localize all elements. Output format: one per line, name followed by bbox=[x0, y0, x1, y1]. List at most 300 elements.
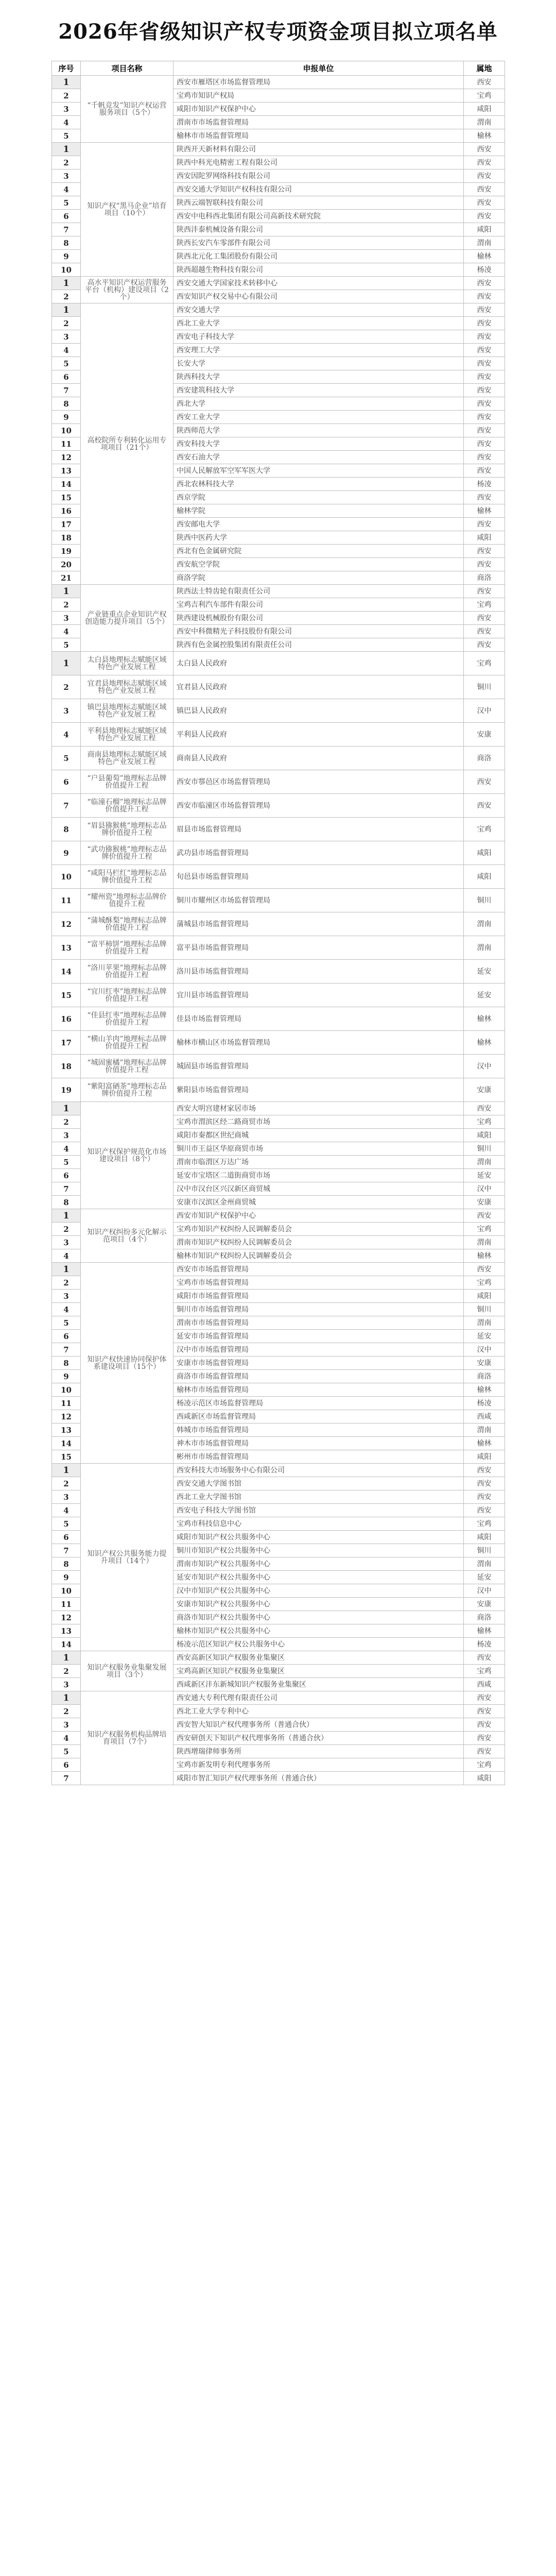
applicant-unit-cell: 榆林学院 bbox=[173, 504, 464, 518]
region-cell: 咸阳 bbox=[464, 531, 505, 545]
row-number: 5 bbox=[52, 747, 81, 770]
region-cell: 渭南 bbox=[464, 1156, 505, 1169]
project-name-cell: 平利县地理标志赋能区域特色产业发展工程 bbox=[81, 723, 173, 747]
applicant-unit-cell: 西安知识产权交易中心有限公司 bbox=[173, 290, 464, 303]
project-name-cell: “咸阳马栏红”地理标志品牌价值提升工程 bbox=[81, 865, 173, 889]
row-number: 11 bbox=[52, 1598, 81, 1611]
row-number: 1 bbox=[52, 277, 81, 290]
table-row bbox=[52, 865, 505, 889]
row-number: 20 bbox=[52, 558, 81, 571]
region-cell: 安康 bbox=[464, 1078, 505, 1102]
region-cell: 西安 bbox=[464, 770, 505, 794]
row-number: 13 bbox=[52, 464, 81, 478]
applicant-unit-cell: 宝鸡市科技信息中心 bbox=[173, 1517, 464, 1531]
applicant-unit-cell: 西安市雁塔区市场监督管理局 bbox=[173, 76, 464, 89]
applicant-unit-cell: 宝鸡市知识产权局 bbox=[173, 89, 464, 103]
table-row bbox=[52, 1464, 505, 1477]
table-row bbox=[52, 699, 505, 723]
applicant-unit-cell: 西北工业大学图书馆 bbox=[173, 1490, 464, 1504]
row-number: 2 bbox=[52, 675, 81, 699]
region-cell: 汉中 bbox=[464, 1055, 505, 1078]
applicant-unit-cell: 铜川市知识产权公共服务中心 bbox=[173, 1544, 464, 1557]
region-cell: 西安 bbox=[464, 1263, 505, 1276]
project-name-cell: “临潼石榴”地理标志品牌价值提升工程 bbox=[81, 794, 173, 818]
applicant-unit-cell: 陕西有色金属控股集团有限责任公司 bbox=[173, 638, 464, 652]
region-cell: 西安 bbox=[464, 612, 505, 625]
applicant-unit-cell: 陕西中医药大学 bbox=[173, 531, 464, 545]
row-number: 11 bbox=[52, 1397, 81, 1410]
region-cell: 榆林 bbox=[464, 1624, 505, 1638]
applicant-unit-cell: 铜川市耀州区市场监督管理局 bbox=[173, 889, 464, 912]
row-number: 18 bbox=[52, 531, 81, 545]
project-name-cell: “佳县红枣”地理标志品牌价值提升工程 bbox=[81, 1007, 173, 1031]
row-number: 13 bbox=[52, 1624, 81, 1638]
row-number: 1 bbox=[52, 76, 81, 89]
applicant-unit-cell: 汉中市汉台区兴汉新区商贸城 bbox=[173, 1182, 464, 1196]
row-number: 8 bbox=[52, 397, 81, 411]
row-number: 3 bbox=[52, 170, 81, 183]
region-cell: 西安 bbox=[464, 170, 505, 183]
applicant-unit-cell: 咸阳市知识产权保护中心 bbox=[173, 103, 464, 116]
table-body bbox=[52, 76, 505, 1785]
row-number: 5 bbox=[52, 129, 81, 143]
row-number: 18 bbox=[52, 1055, 81, 1078]
row-number: 5 bbox=[52, 357, 81, 370]
row-number: 2 bbox=[52, 1276, 81, 1290]
row-number: 7 bbox=[52, 794, 81, 818]
row-number: 14 bbox=[52, 960, 81, 984]
row-number: 14 bbox=[52, 1638, 81, 1651]
region-cell: 西安 bbox=[464, 545, 505, 558]
project-name-cell: “千帆竞发”知识产权运营服务项目（5个） bbox=[81, 76, 173, 143]
applicant-unit-cell: 西安市知识产权保护中心 bbox=[173, 1209, 464, 1223]
row-number: 12 bbox=[52, 451, 81, 464]
row-number: 2 bbox=[52, 290, 81, 303]
row-number: 13 bbox=[52, 1423, 81, 1437]
applicant-unit-cell: 西安电子科技大学图书馆 bbox=[173, 1504, 464, 1517]
applicant-unit-cell: 咸阳市秦都区世纪商城 bbox=[173, 1129, 464, 1142]
project-name-cell: “眉县猕猴桃”地理标志品牌价值提升工程 bbox=[81, 818, 173, 841]
applicant-unit-cell: 西北工业大学专利中心 bbox=[173, 1705, 464, 1718]
region-cell: 铜川 bbox=[464, 1303, 505, 1316]
row-number: 10 bbox=[52, 1383, 81, 1397]
applicant-unit-cell: 中国人民解放军空军军医大学 bbox=[173, 464, 464, 478]
project-name-cell: 知识产权快速协同保护体系建设项目（15个） bbox=[81, 1263, 173, 1464]
region-cell: 西安 bbox=[464, 344, 505, 357]
applicant-unit-cell: 宝鸡吉利汽车部件有限公司 bbox=[173, 598, 464, 612]
applicant-unit-cell: 安康市知识产权公共服务中心 bbox=[173, 1598, 464, 1611]
region-cell: 西安 bbox=[464, 196, 505, 210]
applicant-unit-cell: 延安市知识产权公共服务中心 bbox=[173, 1571, 464, 1584]
applicant-unit-cell: 武功县市场监督管理局 bbox=[173, 841, 464, 865]
region-cell: 汉中 bbox=[464, 699, 505, 723]
row-number: 2 bbox=[52, 317, 81, 330]
row-number: 10 bbox=[52, 1584, 81, 1598]
region-cell: 西安 bbox=[464, 794, 505, 818]
row-number: 2 bbox=[52, 1705, 81, 1718]
region-cell: 渭南 bbox=[464, 1316, 505, 1330]
row-number: 14 bbox=[52, 1437, 81, 1450]
row-number: 13 bbox=[52, 936, 81, 960]
region-cell: 宝鸡 bbox=[464, 89, 505, 103]
row-number: 8 bbox=[52, 1357, 81, 1370]
table-row bbox=[52, 889, 505, 912]
table-row bbox=[52, 1209, 505, 1223]
applicant-unit-cell: 西安因陀罗网络科技有限公司 bbox=[173, 170, 464, 183]
applicant-unit-cell: 旬邑县市场监督管理局 bbox=[173, 865, 464, 889]
row-number: 11 bbox=[52, 889, 81, 912]
applicant-unit-cell: 商洛市市场监督管理局 bbox=[173, 1370, 464, 1383]
row-number: 4 bbox=[52, 1732, 81, 1745]
region-cell: 铜川 bbox=[464, 675, 505, 699]
region-cell: 西安 bbox=[464, 370, 505, 384]
applicant-unit-cell: 西安石油大学 bbox=[173, 451, 464, 464]
row-number: 4 bbox=[52, 116, 81, 129]
region-cell: 西安 bbox=[464, 1705, 505, 1718]
applicant-unit-cell: 太白县人民政府 bbox=[173, 652, 464, 675]
region-cell: 西安 bbox=[464, 1732, 505, 1745]
row-number: 1 bbox=[52, 652, 81, 675]
table-row bbox=[52, 1263, 505, 1276]
applicant-unit-cell: 陕西增瑞律师事务所 bbox=[173, 1745, 464, 1758]
project-name-cell: “蒲城酥梨”地理标志品牌价值提升工程 bbox=[81, 912, 173, 936]
row-number: 15 bbox=[52, 984, 81, 1007]
project-name-cell: “宜川红枣”地理标志品牌价值提升工程 bbox=[81, 984, 173, 1007]
row-number: 4 bbox=[52, 625, 81, 638]
applicant-unit-cell: 西安邮电大学 bbox=[173, 518, 464, 531]
applicant-unit-cell: 西安中科微精光子科技股份有限公司 bbox=[173, 625, 464, 638]
applicant-unit-cell: 西北大学 bbox=[173, 397, 464, 411]
region-cell: 西安 bbox=[464, 1691, 505, 1705]
project-name-cell: 镇巴县地理标志赋能区域特色产业发展工程 bbox=[81, 699, 173, 723]
region-cell: 安康 bbox=[464, 1598, 505, 1611]
table-row bbox=[52, 794, 505, 818]
applicant-unit-cell: 宝鸡市市场监督管理局 bbox=[173, 1276, 464, 1290]
applicant-unit-cell: 商洛市知识产权公共服务中心 bbox=[173, 1611, 464, 1624]
applicant-unit-cell: 西北有色金属研究院 bbox=[173, 545, 464, 558]
project-name-cell: 高水平知识产权运营服务平台（机构）建设项目（2个） bbox=[81, 277, 173, 303]
region-cell: 西安 bbox=[464, 317, 505, 330]
row-number: 6 bbox=[52, 1531, 81, 1544]
project-table-wrapper bbox=[51, 61, 505, 1785]
applicant-unit-cell: 铜川市王益区华原商贸市场 bbox=[173, 1142, 464, 1156]
region-cell: 榆林 bbox=[464, 1437, 505, 1450]
applicant-unit-cell: 平利县人民政府 bbox=[173, 723, 464, 747]
row-number: 3 bbox=[52, 1718, 81, 1732]
region-cell: 安康 bbox=[464, 1196, 505, 1209]
row-number: 7 bbox=[52, 1544, 81, 1557]
region-cell: 延安 bbox=[464, 960, 505, 984]
region-cell: 榆林 bbox=[464, 1007, 505, 1031]
row-number: 5 bbox=[52, 638, 81, 652]
table-row bbox=[52, 143, 505, 156]
region-cell: 西安 bbox=[464, 1651, 505, 1665]
region-cell: 咸阳 bbox=[464, 1531, 505, 1544]
region-cell: 西安 bbox=[464, 357, 505, 370]
applicant-unit-cell: 渭南市知识产权纠纷人民调解委员会 bbox=[173, 1236, 464, 1249]
applicant-unit-cell: 榆林市横山区市场监督管理局 bbox=[173, 1031, 464, 1055]
applicant-unit-cell: 西安工业大学 bbox=[173, 411, 464, 424]
region-cell: 汉中 bbox=[464, 1584, 505, 1598]
row-number: 3 bbox=[52, 1490, 81, 1504]
applicant-unit-cell: 蒲城县市场监督管理局 bbox=[173, 912, 464, 936]
region-cell: 西安 bbox=[464, 625, 505, 638]
row-number: 19 bbox=[52, 1078, 81, 1102]
applicant-unit-cell: 陕西超越生物科技有限公司 bbox=[173, 263, 464, 277]
row-number: 1 bbox=[52, 143, 81, 156]
row-number: 12 bbox=[52, 1410, 81, 1423]
row-number: 4 bbox=[52, 183, 81, 196]
header-no: 序号 bbox=[52, 61, 81, 76]
applicant-unit-cell: 宝鸡市渭滨区经二路商贸市场 bbox=[173, 1115, 464, 1129]
header-area: 属地 bbox=[464, 61, 505, 76]
applicant-unit-cell: 陕西云端智联科技有限公司 bbox=[173, 196, 464, 210]
region-cell: 延安 bbox=[464, 984, 505, 1007]
region-cell: 宝鸡 bbox=[464, 1223, 505, 1236]
row-number: 16 bbox=[52, 1007, 81, 1031]
region-cell: 榆林 bbox=[464, 1031, 505, 1055]
applicant-unit-cell: 洛川县市场监督管理局 bbox=[173, 960, 464, 984]
project-name-cell: “耀州瓷”地理标志品牌价值提升工程 bbox=[81, 889, 173, 912]
region-cell: 西安 bbox=[464, 143, 505, 156]
applicant-unit-cell: 安康市市场监督管理局 bbox=[173, 1357, 464, 1370]
region-cell: 渭南 bbox=[464, 236, 505, 250]
header-unit: 申报单位 bbox=[173, 61, 464, 76]
region-cell: 咸阳 bbox=[464, 1129, 505, 1142]
applicant-unit-cell: 富平县市场监督管理局 bbox=[173, 936, 464, 960]
row-number: 10 bbox=[52, 865, 81, 889]
applicant-unit-cell: 宜川县市场监督管理局 bbox=[173, 984, 464, 1007]
applicant-unit-cell: 西安理工大学 bbox=[173, 344, 464, 357]
region-cell: 杨凌 bbox=[464, 1397, 505, 1410]
row-number: 3 bbox=[52, 1290, 81, 1303]
row-number: 8 bbox=[52, 818, 81, 841]
region-cell: 铜川 bbox=[464, 1544, 505, 1557]
project-table bbox=[51, 61, 505, 1785]
applicant-unit-cell: 杨凌示范区市场监督管理局 bbox=[173, 1397, 464, 1410]
row-number: 15 bbox=[52, 1450, 81, 1464]
applicant-unit-cell: 西安建筑科技大学 bbox=[173, 384, 464, 397]
row-number: 8 bbox=[52, 1557, 81, 1571]
applicant-unit-cell: 咸阳市智汇知识产权代理事务所（普通合伙） bbox=[173, 1772, 464, 1785]
applicant-unit-cell: 商洛学院 bbox=[173, 571, 464, 585]
region-cell: 商洛 bbox=[464, 1611, 505, 1624]
region-cell: 安康 bbox=[464, 1357, 505, 1370]
region-cell: 榆林 bbox=[464, 250, 505, 263]
applicant-unit-cell: 延安市宝塔区二道街商贸市场 bbox=[173, 1169, 464, 1182]
project-name-cell: 知识产权服务机构品牌培育项目（7个） bbox=[81, 1691, 173, 1785]
region-cell: 咸阳 bbox=[464, 1772, 505, 1785]
applicant-unit-cell: 汉中市市场监督管理局 bbox=[173, 1343, 464, 1357]
project-name-cell: “洛川苹果”地理标志品牌价值提升工程 bbox=[81, 960, 173, 984]
row-number: 11 bbox=[52, 437, 81, 451]
table-row bbox=[52, 303, 505, 317]
table-row bbox=[52, 770, 505, 794]
table-header-row bbox=[52, 61, 505, 76]
row-number: 4 bbox=[52, 1249, 81, 1263]
region-cell: 杨凌 bbox=[464, 263, 505, 277]
region-cell: 西安 bbox=[464, 290, 505, 303]
region-cell: 西安 bbox=[464, 397, 505, 411]
applicant-unit-cell: 榆林市市场监督管理局 bbox=[173, 129, 464, 143]
project-name-cell: 知识产权公共服务能力提升项目（14个） bbox=[81, 1464, 173, 1651]
project-name-cell: “紫阳富硒茶”地理标志品牌价值提升工程 bbox=[81, 1078, 173, 1102]
row-number: 5 bbox=[52, 1745, 81, 1758]
region-cell: 西安 bbox=[464, 451, 505, 464]
applicant-unit-cell: 宝鸡高新区知识产权服务业集聚区 bbox=[173, 1665, 464, 1678]
region-cell: 宝鸡 bbox=[464, 1665, 505, 1678]
table-row bbox=[52, 723, 505, 747]
applicant-unit-cell: 眉县市场监督管理局 bbox=[173, 818, 464, 841]
row-number: 9 bbox=[52, 250, 81, 263]
row-number: 16 bbox=[52, 504, 81, 518]
table-row bbox=[52, 585, 505, 598]
header-project: 项目名称 bbox=[81, 61, 173, 76]
region-cell: 西安 bbox=[464, 210, 505, 223]
region-cell: 延安 bbox=[464, 1571, 505, 1584]
project-name-cell: “城固蜜橘”地理标志品牌价值提升工程 bbox=[81, 1055, 173, 1078]
project-name-cell: 商南县地理标志赋能区域特色产业发展工程 bbox=[81, 747, 173, 770]
applicant-unit-cell: 陕西沣泰机械设备有限公司 bbox=[173, 223, 464, 236]
row-number: 2 bbox=[52, 1665, 81, 1678]
row-number: 9 bbox=[52, 841, 81, 865]
region-cell: 西安 bbox=[464, 277, 505, 290]
region-cell: 延安 bbox=[464, 1330, 505, 1343]
applicant-unit-cell: 西安交通大学国家技术转移中心 bbox=[173, 277, 464, 290]
region-cell: 宝鸡 bbox=[464, 1517, 505, 1531]
region-cell: 渭南 bbox=[464, 1423, 505, 1437]
table-row bbox=[52, 1007, 505, 1031]
project-name-cell: “武功猕猴桃”地理标志品牌价值提升工程 bbox=[81, 841, 173, 865]
row-number: 6 bbox=[52, 1330, 81, 1343]
page-title: 2026年省级知识产权专项资金项目拟立项名单 bbox=[58, 20, 498, 44]
applicant-unit-cell: 韩城市市场监督管理局 bbox=[173, 1423, 464, 1437]
region-cell: 咸阳 bbox=[464, 865, 505, 889]
row-number: 4 bbox=[52, 723, 81, 747]
row-number: 15 bbox=[52, 491, 81, 504]
applicant-unit-cell: 西安智大知识产权代理事务所（普通合伙） bbox=[173, 1718, 464, 1732]
row-number: 3 bbox=[52, 330, 81, 344]
row-number: 6 bbox=[52, 370, 81, 384]
applicant-unit-cell: 渭南市知识产权公共服务中心 bbox=[173, 1557, 464, 1571]
row-number: 1 bbox=[52, 585, 81, 598]
region-cell: 西安 bbox=[464, 558, 505, 571]
applicant-unit-cell: 西安通大专利代理有限责任公司 bbox=[173, 1691, 464, 1705]
applicant-unit-cell: 长安大学 bbox=[173, 357, 464, 370]
table-row bbox=[52, 818, 505, 841]
row-number: 17 bbox=[52, 518, 81, 531]
applicant-unit-cell: 西安交通大学 bbox=[173, 303, 464, 317]
row-number: 5 bbox=[52, 1517, 81, 1531]
applicant-unit-cell: 西北工业大学 bbox=[173, 317, 464, 330]
region-cell: 铜川 bbox=[464, 1142, 505, 1156]
table-row bbox=[52, 277, 505, 290]
region-cell: 西安 bbox=[464, 1209, 505, 1223]
applicant-unit-cell: 陕西建设机械股份有限公司 bbox=[173, 612, 464, 625]
row-number: 8 bbox=[52, 1196, 81, 1209]
applicant-unit-cell: 咸阳市知识产权公共服务中心 bbox=[173, 1531, 464, 1544]
project-name-cell: 知识产权纠纷多元化解示范项目（4个） bbox=[81, 1209, 173, 1263]
table-row bbox=[52, 912, 505, 936]
applicant-unit-cell: 神木市市场监督管理局 bbox=[173, 1437, 464, 1450]
applicant-unit-cell: 宜君县人民政府 bbox=[173, 675, 464, 699]
row-number: 7 bbox=[52, 1182, 81, 1196]
applicant-unit-cell: 渭南市市场监督管理局 bbox=[173, 116, 464, 129]
row-number: 2 bbox=[52, 1115, 81, 1129]
row-number: 1 bbox=[52, 1102, 81, 1115]
row-number: 1 bbox=[52, 1209, 81, 1223]
region-cell: 榆林 bbox=[464, 129, 505, 143]
region-cell: 西咸 bbox=[464, 1678, 505, 1691]
table-row bbox=[52, 76, 505, 89]
region-cell: 西咸 bbox=[464, 1410, 505, 1423]
region-cell: 西安 bbox=[464, 437, 505, 451]
row-number: 7 bbox=[52, 1772, 81, 1785]
region-cell: 西安 bbox=[464, 1504, 505, 1517]
applicant-unit-cell: 彬州市市场监督管理局 bbox=[173, 1450, 464, 1464]
region-cell: 西安 bbox=[464, 76, 505, 89]
table-row bbox=[52, 1651, 505, 1665]
row-number: 5 bbox=[52, 1156, 81, 1169]
region-cell: 咸阳 bbox=[464, 841, 505, 865]
row-number: 17 bbox=[52, 1031, 81, 1055]
applicant-unit-cell: 陕西开天新材料有限公司 bbox=[173, 143, 464, 156]
row-number: 4 bbox=[52, 1142, 81, 1156]
region-cell: 渭南 bbox=[464, 116, 505, 129]
applicant-unit-cell: 杨凌示范区知识产权公共服务中心 bbox=[173, 1638, 464, 1651]
row-number: 12 bbox=[52, 912, 81, 936]
region-cell: 商洛 bbox=[464, 747, 505, 770]
region-cell: 渭南 bbox=[464, 1236, 505, 1249]
applicant-unit-cell: 陕西科技大学 bbox=[173, 370, 464, 384]
table-row bbox=[52, 652, 505, 675]
row-number: 6 bbox=[52, 770, 81, 794]
region-cell: 咸阳 bbox=[464, 1450, 505, 1464]
row-number: 21 bbox=[52, 571, 81, 585]
region-cell: 延安 bbox=[464, 1169, 505, 1182]
row-number: 2 bbox=[52, 156, 81, 170]
region-cell: 西安 bbox=[464, 1464, 505, 1477]
row-number: 5 bbox=[52, 196, 81, 210]
row-number: 19 bbox=[52, 545, 81, 558]
row-number: 10 bbox=[52, 424, 81, 437]
row-number: 1 bbox=[52, 1651, 81, 1665]
row-number: 7 bbox=[52, 1343, 81, 1357]
applicant-unit-cell: 西安市市场监督管理局 bbox=[173, 1263, 464, 1276]
region-cell: 西安 bbox=[464, 1745, 505, 1758]
region-cell: 宝鸡 bbox=[464, 818, 505, 841]
region-cell: 渭南 bbox=[464, 912, 505, 936]
table-row bbox=[52, 984, 505, 1007]
row-number: 2 bbox=[52, 598, 81, 612]
applicant-unit-cell: 陕西法士特齿轮有限责任公司 bbox=[173, 585, 464, 598]
applicant-unit-cell: 陕西长安汽车零部件有限公司 bbox=[173, 236, 464, 250]
region-cell: 铜川 bbox=[464, 889, 505, 912]
applicant-unit-cell: 城固县市场监督管理局 bbox=[173, 1055, 464, 1078]
row-number: 4 bbox=[52, 1504, 81, 1517]
table-row bbox=[52, 936, 505, 960]
applicant-unit-cell: 陕西中科光电精密工程有限公司 bbox=[173, 156, 464, 170]
region-cell: 杨凌 bbox=[464, 478, 505, 491]
region-cell: 安康 bbox=[464, 723, 505, 747]
project-name-cell: 高校院所专利转化运用专项项目（21个） bbox=[81, 303, 173, 585]
region-cell: 西安 bbox=[464, 585, 505, 598]
table-row bbox=[52, 1078, 505, 1102]
applicant-unit-cell: 西咸新区市场监督管理局 bbox=[173, 1410, 464, 1423]
project-name-cell: “富平柿饼”地理标志品牌价值提升工程 bbox=[81, 936, 173, 960]
applicant-unit-cell: 渭南市临渭区万达广场 bbox=[173, 1156, 464, 1169]
row-number: 9 bbox=[52, 1370, 81, 1383]
